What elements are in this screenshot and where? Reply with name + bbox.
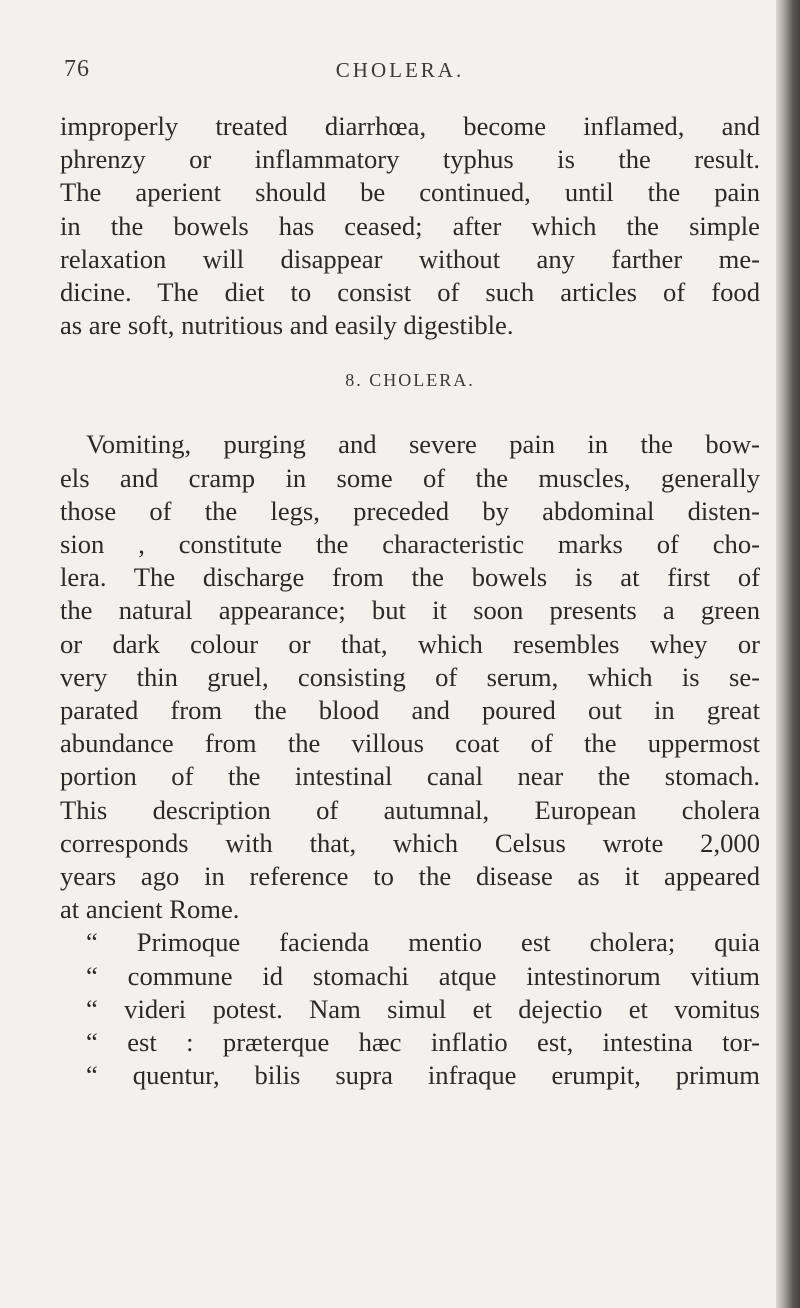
text-line: els and cramp in some of the muscles, generally xyxy=(60,462,760,493)
text-line: the natural appearance; but it soon presents a green xyxy=(60,595,760,626)
text-line: abundance from the villous coat of the uppermost xyxy=(60,728,760,759)
text-line: corresponds with that, which Celsus wrote 2,000 xyxy=(60,827,760,858)
body-text xyxy=(60,110,760,1092)
page-header xyxy=(60,56,760,94)
text-line: Vomiting, purging and severe pain in the bow- xyxy=(86,429,760,460)
text-line: The aperient should be continued, until the pain xyxy=(60,177,760,208)
text-line: relaxation will disappear without any farther me- xyxy=(60,243,760,274)
text-line: or dark colour or that, which resembles whey or xyxy=(60,628,760,659)
text-line: “ est : prӕterque hӕc inflatio est, intestina tor- xyxy=(86,1027,760,1058)
text-line: This description of autumnal, European cholera xyxy=(60,794,760,825)
text-line: as are soft, nutritious and easily digestible. xyxy=(60,310,514,341)
page-edge-shadow xyxy=(776,0,800,1308)
text-line: phrenzy or inflammatory typhus is the result. xyxy=(60,144,760,175)
text-line: in the bowels has ceased; after which the simple xyxy=(60,210,760,241)
main-paragraph xyxy=(60,428,760,926)
text-line: sion , constitute the characteristic marks of cho- xyxy=(60,529,760,560)
section-heading: 8. CHOLERA. xyxy=(345,370,475,391)
text-line: at ancient Rome. xyxy=(60,894,240,925)
text-line: “ commune id stomachi atque intestinorum vitium xyxy=(86,960,760,991)
text-line: parated from the blood and poured out in great xyxy=(60,695,760,726)
running-head: CHOLERA. xyxy=(335,58,465,82)
text-line: years ago in reference to the disease as it appeared xyxy=(60,861,760,892)
text-line: dicine. The diet to consist of such articles of food xyxy=(60,277,760,308)
page-number: 76 xyxy=(64,56,90,82)
text-line: improperly treated diarrhœa, become inflamed, and xyxy=(60,111,760,141)
text-line: “ quentur, bilis supra infraque erumpit, primum xyxy=(86,1060,760,1091)
continuation-paragraph xyxy=(60,110,760,342)
text-line: “ Primoque facienda mentio est cholera; quia xyxy=(86,927,760,958)
text-line: those of the legs, preceded by abdominal disten- xyxy=(60,495,760,526)
text-line: “ videri potest. Nam simul et dejectio et vomitus xyxy=(86,993,760,1024)
text-line: portion of the intestinal canal near the stomach. xyxy=(60,761,760,792)
text-line: lera. The discharge from the bowels is at first of xyxy=(60,562,760,593)
latin-quote xyxy=(60,926,760,1092)
text-line: very thin gruel, consisting of serum, which is se- xyxy=(60,661,760,692)
